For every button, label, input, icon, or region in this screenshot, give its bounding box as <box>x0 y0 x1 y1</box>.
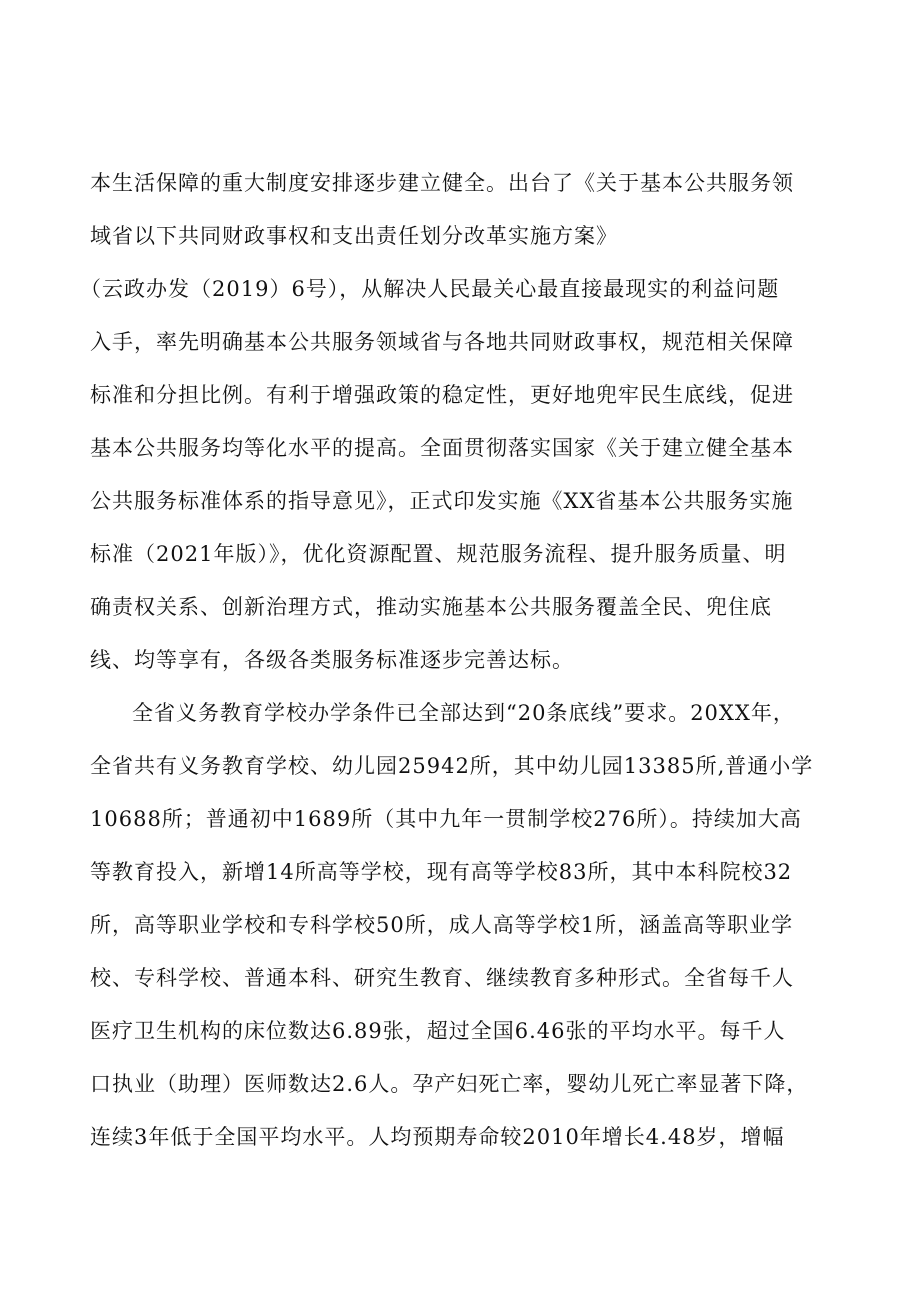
text-line: 基本公共服务均等化水平的提高。全面贯彻落实国家《关于建立健全基本 <box>90 436 794 460</box>
text-line: 等教育投入，新增14所高等学校，现有高等学校83所，其中本科院校32 <box>90 860 793 884</box>
text-line: 线、均等享有，各级各类服务标准逐步完善达标。 <box>90 648 574 672</box>
text-line: 口执业（助理）医师数达2.6人。孕产妇死亡率，婴幼儿死亡率显著下降， <box>90 1072 809 1096</box>
paragraph-first-line: 全省义务教育学校办学条件已全部达到“20条底线”要求。20XX年， <box>132 701 795 725</box>
text-line: 标准和分担比例。有利于增强政策的稳定性，更好地兜牢民生底线，促进 <box>90 383 794 407</box>
text-line: 标准（2021年版）》，优化资源配置、规范服务流程、提升服务质量、明 <box>90 542 787 566</box>
text-line: 公共服务标准体系的指导意见》，正式印发实施《XX省基本公共服务实施 <box>90 489 794 513</box>
text-line: 10688所；普通初中1689所（其中九年一贯制学校276所）。持续加大高 <box>90 807 802 831</box>
text-line: 医疗卫生机构的床位数达6.89张，超过全国6.46张的平均水平。每千人 <box>90 1019 786 1043</box>
text-line: 本生活保障的重大制度安排逐步建立健全。出台了《关于基本公共服务领 <box>90 171 794 195</box>
text-line: 域省以下共同财政事权和支出责任划分改革实施方案》 <box>90 224 618 248</box>
text-line: 校、专科学校、普通本科、研究生教育、继续教育多种形式。全省每千人 <box>90 966 794 990</box>
text-line: 所，高等职业学校和专科学校50所，成人高等学校1所，涵盖高等职业学 <box>90 913 794 937</box>
text-line: 确责权关系、创新治理方式，推动实施基本公共服务覆盖全民、兜住底 <box>90 595 772 619</box>
text-line: 全省共有义务教育学校、幼儿园25942所，其中幼儿园13385所,普通小学 <box>90 754 814 778</box>
text-line: （云政办发（2019）6号），从解决人民最关心最直接最现实的利益问题 <box>80 277 780 301</box>
text-line: 连续3年低于全国平均水平。人均预期寿命较2010年增长4.48岁，增幅 <box>90 1125 785 1149</box>
text-line: 入手，率先明确基本公共服务领域省与各地共同财政事权，规范相关保障 <box>90 330 794 354</box>
